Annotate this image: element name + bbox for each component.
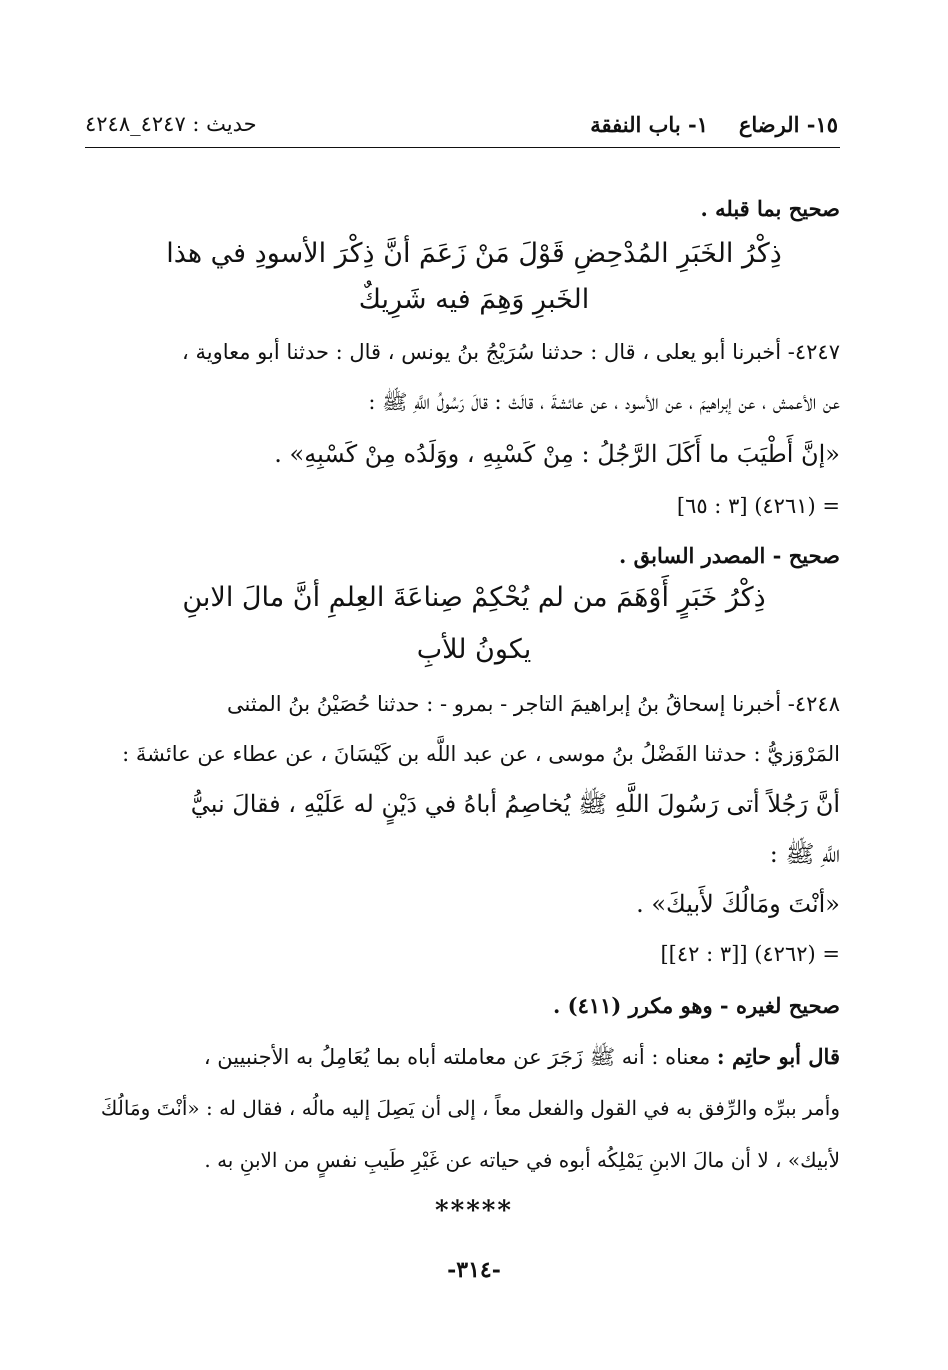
hadith-text-line: ٤٢٤٧- أخبرنا أبو يعلى ، قال : حدثنا سُرَيْجُ بنُ يونس ، قال : حدثنا أبو معاوية ، (182, 340, 840, 364)
commentary-line: لأبيك» ، لا أن مالَ الابنِ يَمْلِكُه أبوه في حياته عن غَيْرِ طَيبِ نفسٍ من الابنِ به . (204, 1148, 840, 1172)
hadith-text-line: «إنَّ أَطْيَبَ ما أَكَلَ الرَّجُلُ : مِنْ كَسْبِهِ ، ووَلَدُه مِنْ كَسْبِهِ» . (274, 440, 840, 468)
commentary-text: معناه : أنه ﷺ زَجَرَ عن معاملته أباه بما يُعَامِلُ به الأجنبيين ، (203, 1045, 717, 1069)
separator-stars: ***** (435, 1196, 513, 1226)
hadith-text-line: اللَّهِ ﷺ : (769, 840, 840, 868)
hadith-text-line: «أنْتَ ومَالُكَ لأَبيكَ» . (636, 890, 840, 918)
hadith-text-line: عن الأعمش ، عن إبراهيمَ ، عن الأسود ، عن عائشةَ ، قالَتْ : قالَ رَسُولُ اللَّهِ ﷺ : (368, 390, 840, 414)
page-number: -٣١٤- (447, 1257, 501, 1283)
header-rule (85, 147, 840, 148)
hadith-text-line: المَرْوَزيُّ : حدثنا الفَضْلُ بنُ موسى ، عن عبد اللَّه بن كَيْسَانَ ، عن عطاء عن عائشةَ : (122, 742, 840, 766)
commentary-author: قال أبو حاتِم : (716, 1044, 840, 1069)
section-title: الخَبرِ وَهِمَ فيه شَرِيكٌ (358, 284, 590, 315)
grading-line: صحيح بما قبله . (700, 196, 840, 221)
grading-line: صحيح لغيره - وهو مكرر (٤١١) . (553, 993, 840, 1018)
running-header-chapter: ١٥- الرضاع (738, 112, 838, 137)
hadith-text-line: ٤٢٤٨- أخبرنا إسحاقُ بنُ إبراهيمَ التاجر - بمرو - : حدثنا حُصَيْنُ بنُ المثنى (227, 692, 840, 716)
section-title: ذِكْرُ خَبَرٍ أَوْهَمَ من لم يُحْكِمْ صِناعَةَ العِلمِ أنَّ مالَ الابنِ (182, 582, 766, 613)
section-title: ذِكْرُ الخَبَرِ المُدْحِضِ قَوْلَ مَنْ زَعَمَ أنَّ ذِكْرَ الأسودِ في هذا (166, 238, 782, 269)
commentary-line (108, 1044, 840, 1070)
running-header-hadith-range: حديث : ٤٢٤٧_٤٢٤٨ (85, 112, 257, 136)
reference-line: = (٤٢٦١) [٣ : ٦٥] (676, 494, 840, 518)
section-title: يكونُ للأبِ (416, 634, 532, 665)
commentary-line: وأمر ببرِّه والرِّفق به في القول والفعل معاً ، إلى أن يَصِلَ إليه مالُه ، فقال له : «أنْتَ ومَالُكَ (100, 1096, 840, 1120)
hadith-text-line: أنَّ رَجُلاً أتى رَسُولَ اللَّهِ ﷺ يُخاصِمُ أباهُ في دَيْنٍ له عَلَيْهِ ، فقالَ نبيُّ (190, 790, 840, 818)
grading-line: صحيح - المصدر السابق . (618, 543, 840, 568)
running-header-section: ١- باب النفقة (590, 112, 708, 137)
reference-line: = (٤٢٦٢) [[٣ : ٤٢]] (660, 942, 840, 966)
